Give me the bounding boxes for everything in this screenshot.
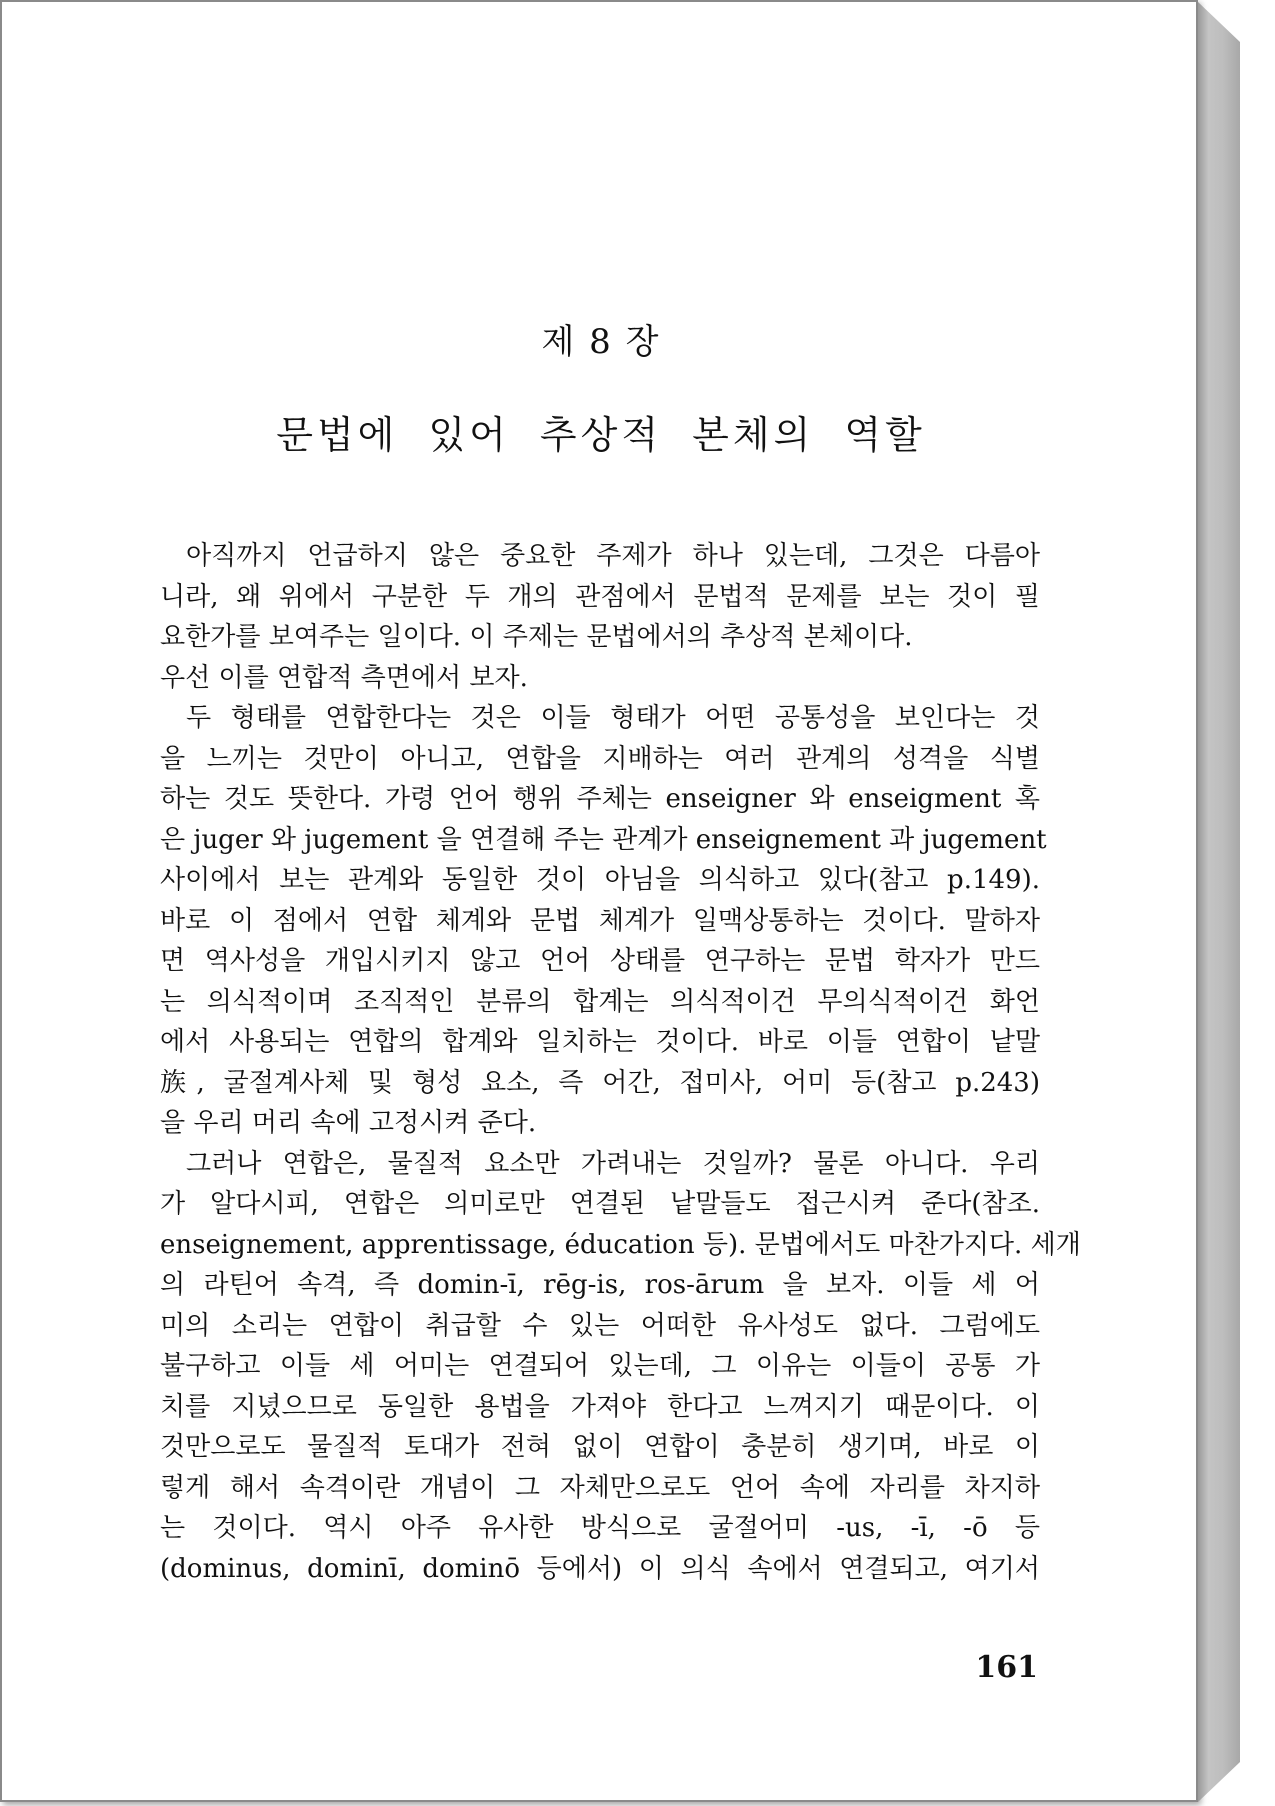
text-line: 니라, 왜 위에서 구분한 두 개의 관점에서 문법적 문제를 보는 것이 필 (160, 581, 1040, 612)
text-line: 을 느끼는 것만이 아니고, 연합을 지배하는 여러 관계의 성격을 식별 (160, 743, 1040, 774)
text-line: 은 juger 와 jugement 을 연결해 주는 관계가 enseignement 과 jugement (160, 824, 1047, 855)
text-line: 을 우리 머리 속에 고정시켜 준다. (160, 1108, 537, 1138)
text-line: 아직까지 언급하지 않은 중요한 주제가 하나 있는데, 그것은 다름아 (186, 541, 1040, 571)
text-line: 두 형태를 연합한다는 것은 이들 형태가 어떤 공통성을 보인다는 것 (186, 703, 1040, 733)
text-line: 면 역사성을 개입시키지 않고 언어 상태를 연구하는 문법 학자가 만드 (160, 946, 1040, 976)
text-line: 렇게 해서 속격이란 개념이 그 자체만으로도 언어 속에 자리를 차지하 (160, 1472, 1040, 1503)
text-line: (dominus, dominī, dominō 등에서) 이 의식 속에서 연결되고, 여기서 (160, 1553, 1040, 1584)
text-line: 치를 지녔으므로 동일한 용법을 가져야 한다고 느껴지기 때문이다. 이 (160, 1391, 1040, 1422)
chapter-title: 문법에 있어 추상적 본체의 역할 (276, 413, 926, 457)
page-edge (1198, 2, 1240, 1802)
text-line: 사이에서 보는 관계와 동일한 것이 아님을 의식하고 있다(참고 p.149). (160, 865, 1040, 895)
text-line: 가 알다시피, 연합은 의미로만 연결된 낱말들도 접근시켜 준다(참조. (160, 1189, 1040, 1219)
text-line: 것만으로도 물질적 토대가 전혀 없이 연합이 충분히 생기며, 바로 이 (160, 1432, 1040, 1462)
text-line: 에서 사용되는 연합의 합계와 일치하는 것이다. 바로 이들 연합이 낱말 (160, 1027, 1040, 1057)
text-line: 바로 이 점에서 연합 체계와 문법 체계가 일맥상통하는 것이다. 말하자 (160, 905, 1040, 936)
text-line: 는 것이다. 역시 아주 유사한 방식으로 굴절어미 -us, -ī, -ō 등 (160, 1513, 1040, 1543)
text-line: 불구하고 이들 세 어미는 연결되어 있는데, 그 이유는 이들이 공통 가 (160, 1351, 1040, 1381)
chapter-number: 제 8 장 (541, 322, 661, 362)
page-number: 161 (975, 1650, 1038, 1685)
text-line: 族, 굴절계사체 및 형성 요소, 즉 어간, 접미사, 어미 등(참고 p.243) (160, 1067, 1040, 1098)
text-line: 하는 것도 뜻한다. 가령 언어 행위 주체는 enseigner 와 enseigment 혹 (160, 784, 1040, 814)
text-line: 의 라틴어 속격, 즉 domin-ī, rēg-is, ros-ārum 을 보자. 이들 세 어 (160, 1270, 1040, 1300)
text-line: 그러나 연합은, 물질적 요소만 가려내는 것일까? 물론 아니다. 우리 (186, 1148, 1040, 1179)
body-text (160, 536, 1081, 1589)
text-line: 미의 소리는 연합이 취급할 수 있는 어떠한 유사성도 없다. 그럼에도 (160, 1310, 1040, 1341)
text-line: 우선 이를 연합적 측면에서 보자. (160, 662, 528, 693)
text-line: 요한가를 보여주는 일이다. 이 주제는 문법에서의 추상적 본체이다. (160, 622, 913, 652)
text-line: enseignement, apprentissage, éducation 등). 문법에서도 마찬가지다. 세개 (160, 1229, 1081, 1260)
text-line: 는 의식적이며 조직적인 분류의 합계는 의식적이건 무의식적이건 화언 (160, 986, 1040, 1017)
